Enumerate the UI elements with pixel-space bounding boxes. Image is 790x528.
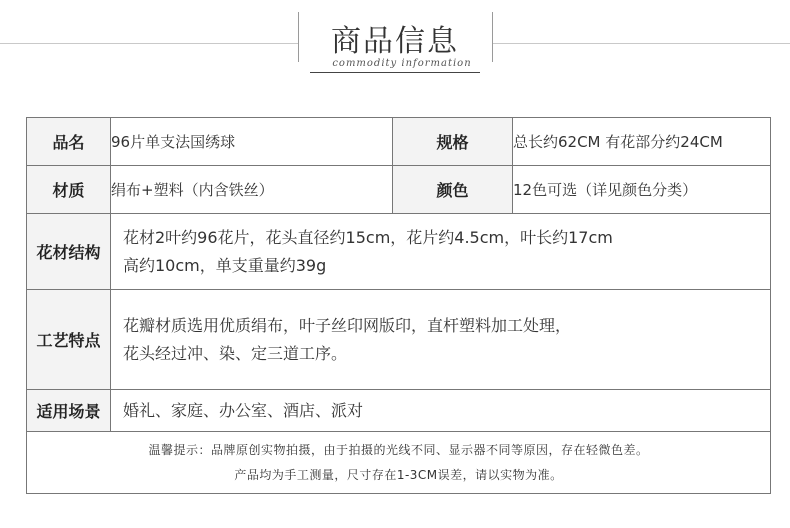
craft-line-2: 花头经过冲、染、定三道工序。 — [123, 343, 348, 363]
spec-row-structure — [27, 214, 771, 290]
value-size: 总长约62CM 有花部分约24CM — [513, 118, 771, 166]
structure-line-1: 花材2叶约96花片，花头直径约15cm，花片约4.5cm，叶长约17cm — [123, 227, 613, 247]
subtitle-underline — [310, 72, 480, 73]
header-rule-left — [0, 43, 298, 44]
spec-row-note — [27, 432, 771, 494]
label-structure: 花材结构 — [27, 214, 111, 290]
value-usage: 婚礼、家庭、办公室、酒店、派对 — [111, 390, 771, 432]
label-size: 规格 — [393, 118, 513, 166]
section-header — [0, 0, 790, 90]
spec-row-name — [27, 118, 771, 166]
value-material: 绢布+塑料（内含铁丝） — [111, 166, 393, 214]
value-craft — [111, 290, 771, 390]
product-spec-table — [26, 117, 771, 494]
label-craft: 工艺特点 — [27, 290, 111, 390]
label-usage: 适用场景 — [27, 390, 111, 432]
header-rule-right — [492, 43, 790, 44]
craft-line-1: 花瓣材质选用优质绢布，叶子丝印网版印，直杆塑料加工处理， — [123, 315, 572, 335]
notice-line-2: 产品均为手工测量，尺寸存在1-3CM误差，请以实物为准。 — [234, 467, 563, 482]
spec-row-usage — [27, 390, 771, 432]
label-name: 品名 — [27, 118, 111, 166]
spec-row-craft — [27, 290, 771, 390]
section-subtitle: commodity information — [332, 58, 472, 69]
header-bracket-right — [480, 12, 493, 62]
notice-line-1: 温馨提示：品牌原创实物拍摄，由于拍摄的光线不同、显示器不同等原因，存在轻微色差。 — [148, 442, 649, 457]
value-structure — [111, 214, 771, 290]
structure-line-2: 高约10cm，单支重量约39g — [123, 255, 327, 275]
label-color: 颜色 — [393, 166, 513, 214]
spec-row-material — [27, 166, 771, 214]
section-title: 商品信息 — [331, 24, 459, 59]
value-color: 12色可选（详见颜色分类） — [513, 166, 771, 214]
value-name: 96片单支法国绣球 — [111, 118, 393, 166]
label-material: 材质 — [27, 166, 111, 214]
notice-text — [27, 432, 771, 494]
